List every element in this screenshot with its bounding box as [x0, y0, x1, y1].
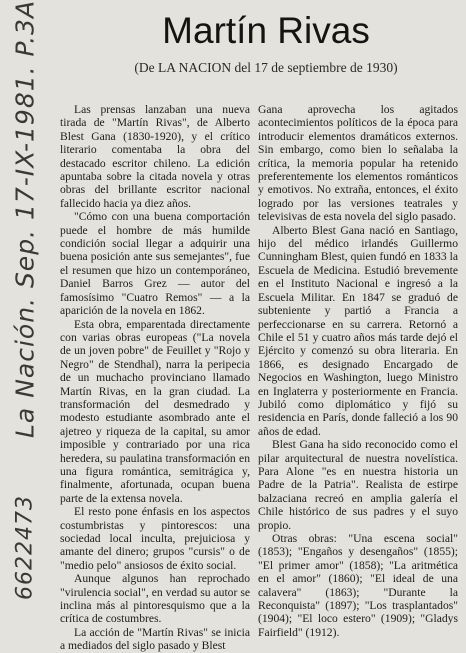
right-column: [258, 103, 458, 639]
paragraph: Otras obras: "Una escena social" (1853); "Engaños y desengaños" (1855); "El primer amor" (1858); "La aritmética en el amor" (1860); "El ideal de una calavera" (1863); "Durante la Reconquista" (1897); "Los trasplantados" (1904); "El loco estero" (1909); "Gladys Fairfield" (1912).: [258, 532, 458, 639]
paragraph: El resto pone énfasis en los aspectos costumbristas y pintorescos: una sociedad local inculta, prejuiciosa y amante del dinero; grupos "cursis" o de "medio pelo" ansiosos de éxito social.: [60, 505, 250, 572]
archive-id: 6622473: [12, 495, 38, 600]
handwritten-margin-note: [2, 0, 48, 600]
paragraph: Esta obra, emparentada directamente con varias obras europeas ("La novela de un joven pobre" de Feuillet y "Rojo y Negro" de Stendhal), narra la peripecia de un muchacho provinciano llamado Martín Rivas, en la gran ciudad. La transformación del desmedrado y modesto estudiante asombrado ante el ajetreo y riqueza de la capital, su amor imposible y contrariado por una rica heredera, su paulatina transformación en una figura romántica, semitrágica y, finalmente, afortunada, ocupan buena parte de la extensa novela.: [60, 317, 250, 505]
article-subtitle: (De LA NACION del 17 de septiembre de 1930): [134, 60, 398, 75]
left-column: [60, 103, 250, 653]
paragraph: La acción de "Martín Rivas" se inicia a mediados del siglo pasado y Blest: [60, 625, 250, 653]
paragraph: Gana aprovecha los agitados acontecimientos políticos de la época para introducir elementos dramáticos externos. Sin embargo, como bien lo señalaba la crítica, la memoria popular ha retenido preferentemente los elementos románticos y emotivos. No extraña, entonces, el éxito logrado por las versiones teatrales y televisivas de esta novela del siglo pasado.: [258, 103, 458, 224]
paragraph: Alberto Blest Gana nació en Santiago, hijo del médico irlandés Guillermo Cunningham Blest, quien fundó en 1833 la Escuela de Medicina. Estudió brevemente en el Instituto Nacional e ingresó a la Escuela Militar. En 1847 se graduó de subteniente y partió a Francia a perfeccionarse en su carrera. Retornó a Chile el 51 y cuatro años más tarde dejó el Ejército y comenzó su obra literaria. En 1866, es designado Encargado de Negocios en Washington, luego Ministro en Inglaterra y posteriormente en Francia. Jubiló como diplomático y fijó su residencia en París, donde falleció a los 90 años de edad.: [258, 223, 458, 438]
paragraph: Blest Gana ha sido reconocido como el pilar arquitectural de nuestra novelística. Para Alone "es en nuestra historia un Padre de la Patria". Realista de estirpe balzaciana recreó en amplia galería el Chile histórico de sus padres y el suyo propio.: [258, 438, 458, 532]
handwritten-reference: La Nación. Sep. 17-IX-1981. P.3A: [10, 0, 40, 439]
paragraph: "Cómo con una buena comportación puede el hombre de más humilde condición social llegar a adquirir una buena posición ante sus semejantes", fue el resumen que hizo un contemporáneo, Daniel Barros Grez — autor del famosísimo "Cuatro Remos" — a la aparición de la novela en 1862.: [60, 210, 250, 318]
paragraph: Aunque algunos han reprochado "virulencia social", en verdad su autor se inclina más al pintoresquismo que a la crítica de costumbres.: [60, 572, 250, 626]
paragraph: Las prensas lanzaban una nueva tirada de "Martín Rivas", de Alberto Blest Gana (1830-1920), y el crítico literario comentaba la obra del destacado escritor chileno. La edición apuntaba sobre la citada novela y otras obras del brillante escritor nacional fallecido hacia ya diez años.: [60, 103, 250, 210]
article-title: Martín Rivas: [162, 10, 370, 51]
